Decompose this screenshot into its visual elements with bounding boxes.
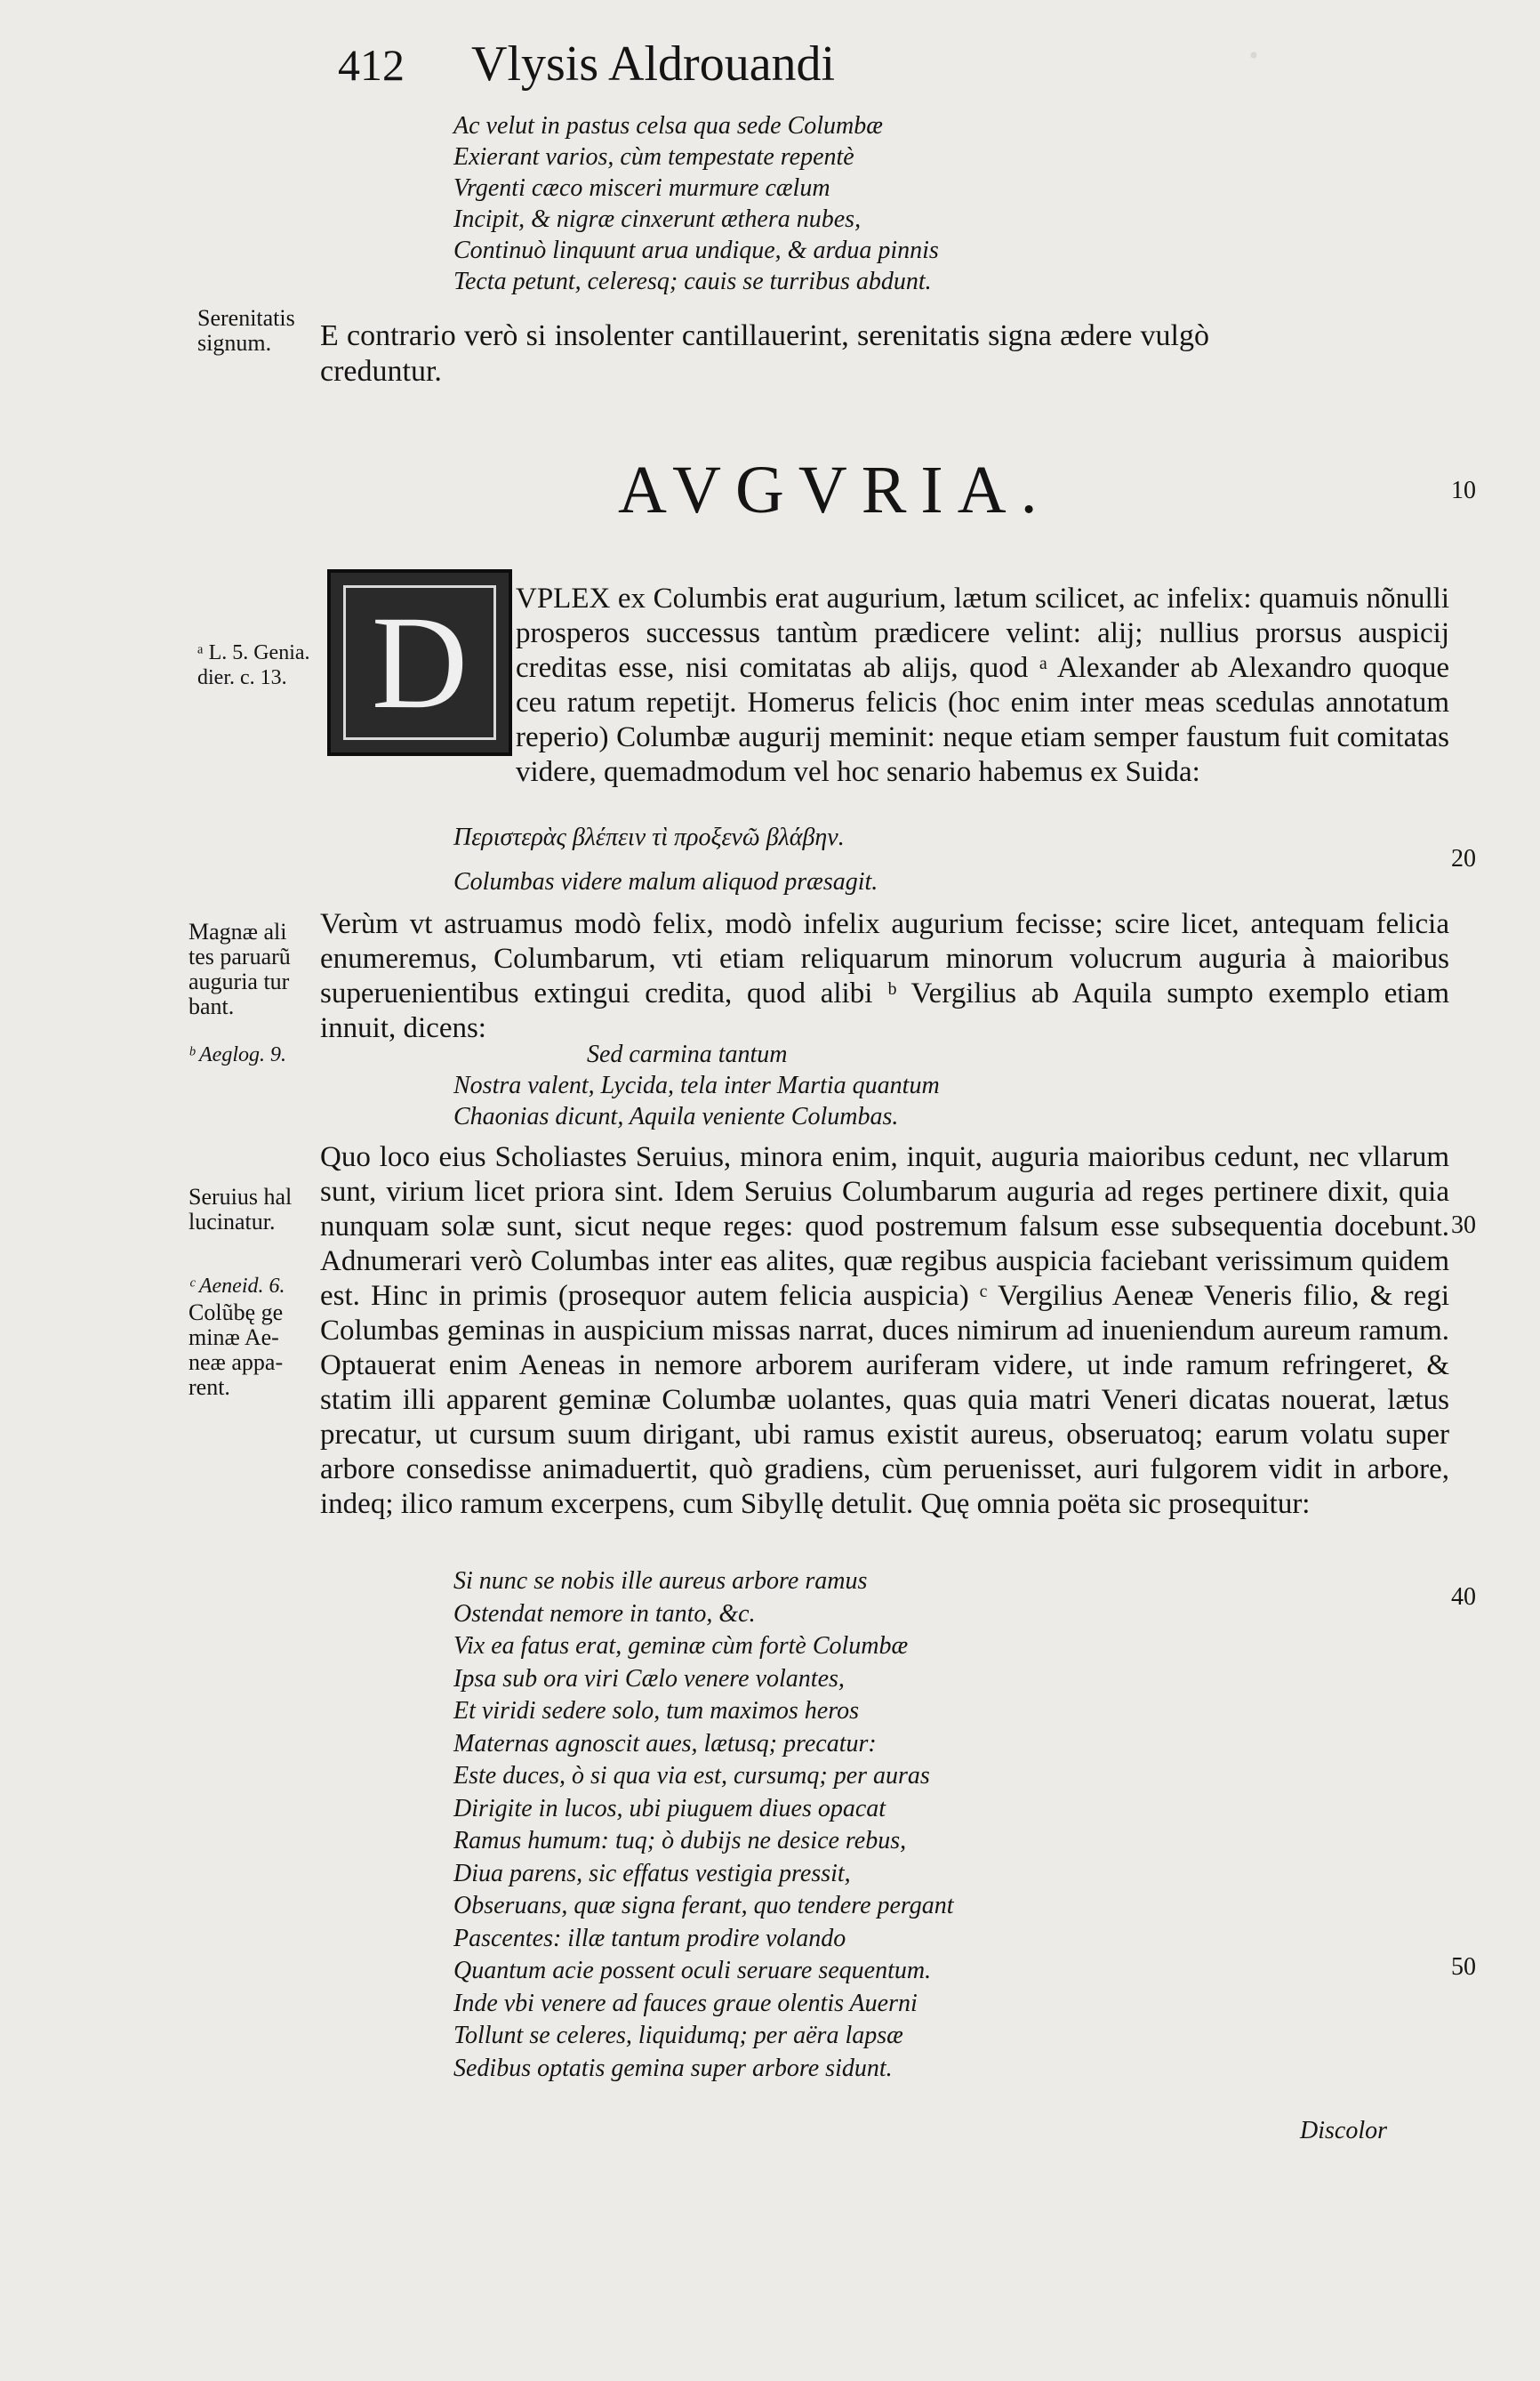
verse-line: Ipsa sub ora viri Cælo venere volantes, — [453, 1664, 845, 1693]
verse-line: Chaonias dicunt, Aquila veniente Columbas. — [453, 1103, 899, 1130]
verse-line: Tecta petunt, celeresq; cauis se turribus abdunt. — [453, 268, 932, 295]
margin-note-magnae: Magnæ ali tes paruarũ auguria tur bant. — [188, 919, 291, 1019]
verse-line: Nostra valent, Lycida, tela inter Martia quantum — [453, 1072, 940, 1099]
section-title: AVGVRIA. — [618, 453, 1052, 527]
top-verse — [453, 110, 939, 297]
line-number: 40 — [1451, 1583, 1476, 1611]
margin-note-colubae: Colũbę ge minæ Ae- neæ appa- rent. — [188, 1299, 284, 1400]
bleed-through: · — [1245, 26, 1263, 84]
verse-line: Si nunc se nobis ille aureus arbore ramus — [453, 1567, 868, 1595]
verse-line: Vrgenti cæco misceri murmure cælum — [453, 174, 830, 202]
verse-line: Este duces, ò si qua via est, cursumq; per auras — [453, 1762, 930, 1790]
latin-translation: Columbas videre malum aliquod præsagit. — [453, 868, 878, 896]
running-title: Vlysis Aldrouandi — [471, 36, 836, 92]
catchword: Discolor — [1300, 2117, 1387, 2144]
verse-line: Ostendat nemore in tanto, &c. — [453, 1599, 756, 1628]
verse-line: Et viridi sedere solo, tum maximos heros — [453, 1697, 859, 1725]
verse-line: Vix ea fatus erat, geminæ cùm fortè Columbæ — [453, 1632, 909, 1660]
decorated-initial — [327, 569, 512, 756]
verse-line: Incipit, & nigræ cinxerunt æthera nubes, — [453, 205, 862, 233]
verse-line: Diua parens, sic effatus vestigia pressit, — [453, 1859, 851, 1887]
margin-note-b: ᵇ Aeglog. 9. — [188, 1043, 287, 1066]
verum-paragraph: Verùm vt astruamus modò felix, modò infelix augurium fecisse; scire licet, antequam felicia enumeremus, Columbarum, vti etiam reliquarum minorum volucrum auguria à maioribus superuenientibus extingui credita, quod alibi ᵇ Vergilius ab Aquila sumpto exemplo etiam innuit, dicens: — [320, 908, 1449, 1044]
serenitatis-paragraph: E contrario verò si insolenter cantillauerint, serenitatis signa ædere vulgò creduntur. — [320, 319, 1209, 388]
verse-line: Inde vbi venere ad fauces graue olentis Auerni — [453, 1989, 918, 2017]
margin-note-a: ᵃ L. 5. Genia. dier. c. 13. — [197, 641, 310, 689]
verse-line: Sed carmina tantum — [587, 1041, 788, 1068]
verse-line: Exierant varios, cùm tempestate repentè — [453, 143, 854, 171]
verse-line: Maternas agnoscit aues, lætusq; precatur: — [453, 1729, 877, 1758]
verse-line: Continuò linquunt arua undique, & ardua pinnis — [453, 237, 939, 264]
greek-line: Περιστερὰς βλέπειν τὶ προξενῶ βλάβην. — [453, 824, 845, 851]
eclogue-verse — [453, 1039, 940, 1132]
verse-line: Sedibus optatis gemina super arbore sidunt. — [453, 2054, 893, 2082]
aeneid-verse — [453, 1565, 954, 2085]
margin-note-c: ᶜ Aeneid. 6. — [188, 1275, 285, 1298]
verse-line: Dirigite in lucos, ubi piuguem diues opacat — [453, 1794, 886, 1822]
line-number: 20 — [1451, 845, 1476, 873]
initial-letter: D — [343, 585, 496, 740]
servius-paragraph: Quo loco eius Scholiastes Seruius, minora enim, inquit, auguria maioribus cedunt, nec vllarum sunt, virium licet priora sint. Idem Seruius Columbarum auguria ad reges pertinere dixit, quia nunquam solæ sunt, sicut neque reges: quod postremum falsum esse subsequentia docebunt. Adnumerari verò Columbas inter eas alites, quæ regibus auspicia faciebant verissimum quidem est. Hinc in primis (prosequor autem felicia auspicia) ᶜ Vergilius Aeneæ Veneris filio, & regi Columbas geminas in auspicium missas narrat, duces nimirum ad inueniendum aureum ramum. Optauerat enim Aeneas in nemore arborem auriferam videre, ut inde ramum refringeret, & statim illi apparent geminæ Columbæ uolantes, quas quia matri Veneri dicatas nouerat, lætus precatur, ut cursum suum dirigant, ubi ramus existit aureus, obseruatoq; earum volatu super arbore consedisse animaduertit, quò gradiens, cùm peruenisset, auri fulgorem vidit in arbore, indeq; ilico ramum excerpens, cum Sibyllę detulit. Quę omnia poëta sic prosequitur: — [320, 1141, 1449, 1520]
verse-line: Tollunt se celeres, liquidumq; per aëra lapsæ — [453, 2022, 903, 2049]
line-number: 10 — [1451, 477, 1476, 504]
verse-line: Obseruans, quæ signa ferant, quo tendere pergant — [453, 1892, 954, 1919]
line-number: 50 — [1451, 1953, 1476, 1981]
augurium-paragraph: VPLEX ex Columbis erat augurium, lætum scilicet, ac infelix: quamuis nõnulli prosperos successus tantùm prædicere velint: alij; nullius prorsus auspicij creditas esse, nisi comitatas ab alijs, quod ᵃ Alexander ab Alexandro quoque ceu ratum repetijt. Homerus felicis (hoc enim inter meas scedulas annotatum reperio) Columbæ augurij meminit: neque etiam semper faustum fuit comitatas videre, quemadmodum vel hoc senario habemus ex Suida: — [516, 583, 1449, 788]
page-number: 412 — [338, 40, 405, 90]
margin-note-serenitatis: Serenitatis signum. — [197, 305, 295, 356]
verse-line: Pascentes: illæ tantum prodire volando — [453, 1924, 846, 1952]
verse-line: Quantum acie possent oculi seruare sequentum. — [453, 1957, 932, 1984]
margin-note-servius: Seruius hal lucinatur. — [188, 1184, 293, 1235]
verse-line: Ramus humum: tuq; ò dubijs ne desice rebus, — [453, 1827, 907, 1854]
line-number: 30 — [1451, 1211, 1476, 1239]
verse-line: Ac velut in pastus celsa qua sede Columbæ — [453, 112, 883, 140]
